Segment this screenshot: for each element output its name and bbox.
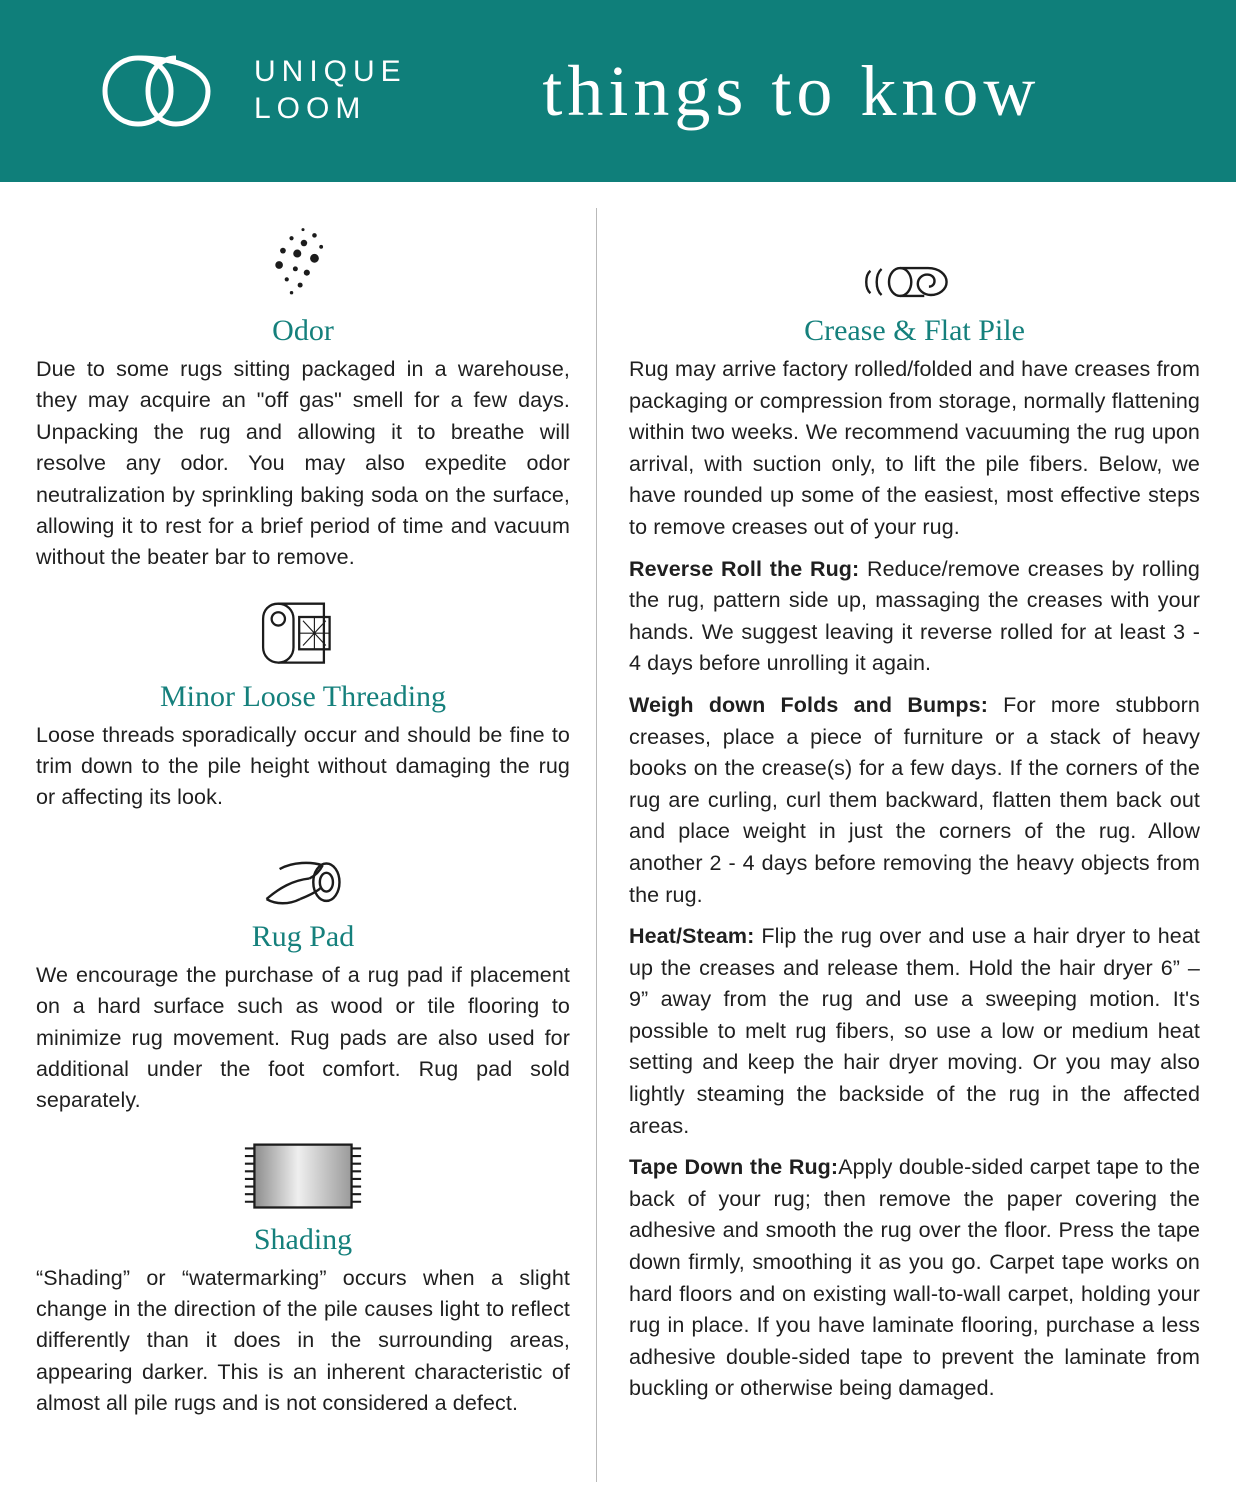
page-header <box>0 0 1236 182</box>
left-column <box>36 208 596 1500</box>
tip-text: For more stubborn creases, place a piece of furniture or a stack of heavy books on the crease(s) for a few days. If the corners of the rug are curling, curl them backward, flatten them back out and place weight in just the corners of the rug. Allow another 2 - 4 days before removing the heavy objects from the rug. <box>629 692 1200 907</box>
tip-heat-steam <box>629 921 1200 1142</box>
page-title: things to know <box>542 50 1041 131</box>
brand-line-1: UNIQUE <box>254 55 407 89</box>
section-title: Odor <box>272 314 334 347</box>
brand-wordmark <box>254 54 407 127</box>
section-minor-loose-threading <box>36 578 570 814</box>
rolled-rug-icon <box>36 578 570 674</box>
section-shading <box>36 1121 570 1420</box>
column-divider <box>596 208 597 1482</box>
tip-text: Apply double-sided carpet tape to the back of your rug; then remove the paper covering the adhesive and smooth the rug over the floor. Press the tape down firmly, smoothing it as you go. Carpet tape works on hard floors and on existing wall-to-wall carpet, holding your rug in place. If you have laminate flooring, purchase a less adhesive double-sided tape to prevent the laminate from buckling or otherwise being damaged. <box>629 1155 1200 1401</box>
section-title: Shading <box>253 1222 353 1256</box>
section-rug-pad <box>36 818 570 1117</box>
tip-lead: Tape Down the Rug: <box>629 1155 839 1180</box>
section-title: Rug Pad <box>251 919 355 953</box>
tip-reverse-roll <box>629 554 1200 680</box>
tip-lead: Heat/Steam: <box>629 924 755 949</box>
right-column <box>625 208 1200 1500</box>
tip-text: Flip the rug over and use a hair dryer to heat up the creases and release them. Hold the hair dryer 6” – 9” away from the rug and use a sweeping motion. It's possible to melt rug fibers, so use a low or medium heat setting and keep the hair dryer moving. Or you may also lightly steaming the backside of the rug in the affected areas. <box>629 924 1200 1138</box>
section-paragraph: Loose threads sporadically occur and should be fine to trim down to the pile height without damaging the rug or affecting its look. <box>36 722 570 810</box>
rug-pad-roll-icon <box>36 818 570 914</box>
brand-lockup <box>96 52 407 130</box>
section-paragraph: We encourage the purchase of a rug pad if placement on a hard surface such as wood or tile flooring to minimize rug movement. Rug pads are also used for additional under the foot comfort. Rug pad sold separately. <box>36 962 570 1113</box>
section-title-crease-flat-pile: Crease & Flat Pile <box>804 314 1025 347</box>
tip-weigh-down <box>629 690 1200 911</box>
tip-lead: Reverse Roll the Rug: <box>629 556 860 581</box>
tip-tape-down <box>629 1152 1200 1405</box>
brand-line-2: LOOM <box>254 92 367 125</box>
content-area <box>0 182 1236 1500</box>
odor-particles-icon <box>36 212 570 308</box>
section-paragraph: Due to some rugs sitting packaged in a warehouse, they may acquire an "off gas" smell for a few days. Unpacking the rug and allowing it to breathe will resolve any odor. You may also expedite odor neutralization by sprinkling baking soda on the surface, allowing it to rest for a brief period of time and vacuum without the beater bar to remove. <box>36 357 570 570</box>
section-title: Minor Loose Threading <box>159 679 447 713</box>
tip-text: Reduce/remove creases by rolling the rug, pattern side up, massaging the creases with your hands. We suggest leaving it reverse rolled for at least 3 - 4 days before unrolling it again. <box>629 556 1200 676</box>
shaded-rug-icon <box>36 1121 570 1217</box>
crease-intro-paragraph: Rug may arrive factory rolled/folded and have creases from packaging or compression from storage, normally flattening within two weeks. We recommend vacuuming the rug upon arrival, with suction only, to lift the pile fibers. Below, we have rounded up some of the easiest, most effective steps to remove creases out of your rug. <box>629 357 1200 539</box>
unique-loom-infinity-logo <box>96 52 236 130</box>
tip-lead: Weigh down Folds and Bumps: <box>629 692 988 717</box>
rolled-carpet-icon <box>629 212 1200 308</box>
section-paragraph: “Shading” or “watermarking” occurs when a slight change in the direction of the pile causes light to reflect differently than it does in the surrounding areas, appearing darker. This is an inherent characteristic of almost all pile rugs and is not considered a defect. <box>36 1265 570 1416</box>
section-odor <box>36 212 570 574</box>
